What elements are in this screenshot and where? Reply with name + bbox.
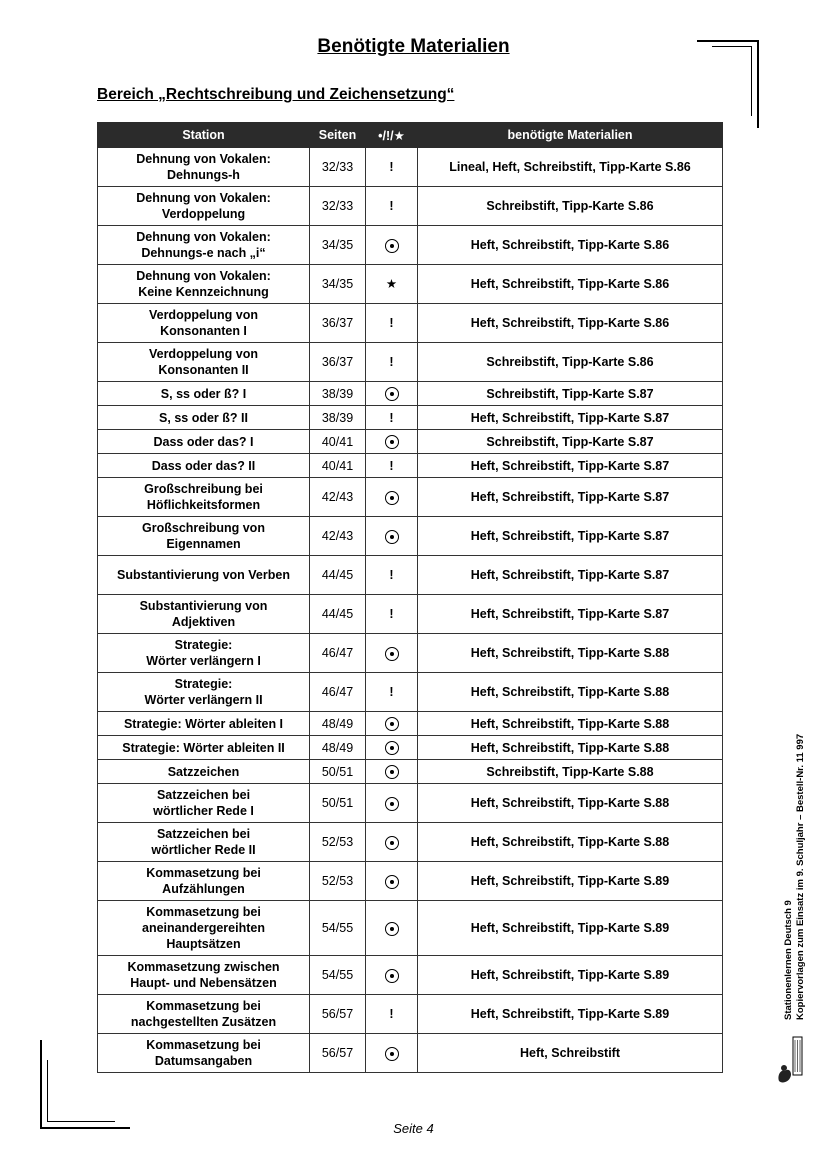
- difficulty-symbol: [366, 712, 418, 736]
- station-name: Satzzeichen bei wörtlicher Rede II: [98, 823, 310, 862]
- materials-list: Lineal, Heft, Schreibstift, Tipp-Karte S.86: [418, 148, 723, 187]
- station-name: Kommasetzung bei aneinandergereihten Hauptsätzen: [98, 901, 310, 956]
- page-range: 46/47: [310, 673, 366, 712]
- materials-list: Heft, Schreibstift, Tipp-Karte S.89: [418, 901, 723, 956]
- station-name: Substantivierung von Verben: [98, 556, 310, 595]
- circled-dot-icon: [385, 797, 399, 811]
- station-name: Dass oder das? II: [98, 454, 310, 478]
- materials-list: Schreibstift, Tipp-Karte S.86: [418, 343, 723, 382]
- page-range: 38/39: [310, 382, 366, 406]
- station-name: Verdoppelung von Konsonanten I: [98, 304, 310, 343]
- circled-dot-icon: [385, 717, 399, 731]
- materials-list: Heft, Schreibstift, Tipp-Karte S.86: [418, 265, 723, 304]
- table-row: [98, 823, 723, 862]
- materials-list: Heft, Schreibstift, Tipp-Karte S.87: [418, 478, 723, 517]
- materials-list: Heft, Schreibstift, Tipp-Karte S.88: [418, 712, 723, 736]
- materials-list: Heft, Schreibstift, Tipp-Karte S.88: [418, 823, 723, 862]
- page-range: 34/35: [310, 226, 366, 265]
- page-range: 56/57: [310, 995, 366, 1034]
- station-name: Strategie: Wörter ableiten II: [98, 736, 310, 760]
- station-name: Strategie: Wörter verlängern II: [98, 673, 310, 712]
- table-row: [98, 382, 723, 406]
- page-range: 54/55: [310, 901, 366, 956]
- page-number: Seite 4: [393, 1121, 434, 1136]
- difficulty-symbol: [366, 430, 418, 454]
- circled-dot-icon: [385, 922, 399, 936]
- table-row: [98, 304, 723, 343]
- section-title: Bereich „Rechtschreibung und Zeichensetzung“: [97, 86, 455, 103]
- difficulty-symbol: [366, 634, 418, 673]
- materials-list: Heft, Schreibstift, Tipp-Karte S.89: [418, 956, 723, 995]
- circled-dot-icon: [385, 765, 399, 779]
- difficulty-symbol: [366, 823, 418, 862]
- table-row: [98, 712, 723, 736]
- materials-list: Heft, Schreibstift, Tipp-Karte S.87: [418, 556, 723, 595]
- table-row: [98, 430, 723, 454]
- materials-list: Schreibstift, Tipp-Karte S.87: [418, 382, 723, 406]
- materials-list: Schreibstift, Tipp-Karte S.88: [418, 760, 723, 784]
- difficulty-symbol: [366, 226, 418, 265]
- circled-dot-icon: [385, 239, 399, 253]
- star-icon: ★: [366, 265, 418, 304]
- exclamation-icon: !: [366, 343, 418, 382]
- publisher-logo-icon: [775, 1035, 805, 1085]
- station-name: Großschreibung bei Höflichkeitsformen: [98, 478, 310, 517]
- page-range: 40/41: [310, 430, 366, 454]
- materials-list: Heft, Schreibstift, Tipp-Karte S.87: [418, 595, 723, 634]
- corner-ornament-bottom-left: [47, 1060, 48, 1122]
- materials-list: Heft, Schreibstift, Tipp-Karte S.86: [418, 304, 723, 343]
- page-range: 40/41: [310, 454, 366, 478]
- exclamation-icon: !: [366, 673, 418, 712]
- table-row: [98, 517, 723, 556]
- exclamation-icon: !: [366, 148, 418, 187]
- materials-list: Heft, Schreibstift, Tipp-Karte S.86: [418, 226, 723, 265]
- table-row: [98, 187, 723, 226]
- exclamation-icon: !: [366, 595, 418, 634]
- difficulty-symbol: [366, 478, 418, 517]
- header-station: Station: [98, 123, 310, 148]
- circled-dot-icon: [385, 969, 399, 983]
- table-row: [98, 1034, 723, 1073]
- difficulty-symbol: [366, 956, 418, 995]
- corner-ornament-bottom-left: [40, 1040, 42, 1129]
- difficulty-symbol: [366, 517, 418, 556]
- table-row: [98, 760, 723, 784]
- difficulty-symbol: [366, 1034, 418, 1073]
- station-name: Dehnung von Vokalen: Keine Kennzeichnung: [98, 265, 310, 304]
- page-range: 36/37: [310, 343, 366, 382]
- exclamation-icon: !: [366, 454, 418, 478]
- difficulty-symbol: [366, 760, 418, 784]
- page-range: 44/45: [310, 556, 366, 595]
- circled-dot-icon: [385, 836, 399, 850]
- difficulty-symbol: [366, 784, 418, 823]
- page-range: 52/53: [310, 823, 366, 862]
- station-name: Substantivierung von Adjektiven: [98, 595, 310, 634]
- table-row: [98, 595, 723, 634]
- table-row: [98, 226, 723, 265]
- page-range: 32/33: [310, 148, 366, 187]
- circled-dot-icon: [385, 530, 399, 544]
- circled-dot-icon: [385, 741, 399, 755]
- table-body: [98, 148, 723, 1073]
- materials-list: Heft, Schreibstift, Tipp-Karte S.88: [418, 736, 723, 760]
- table-row: [98, 406, 723, 430]
- difficulty-symbol: [366, 382, 418, 406]
- table-row: [98, 343, 723, 382]
- page-range: 42/43: [310, 478, 366, 517]
- table-row: [98, 784, 723, 823]
- materials-list: Heft, Schreibstift, Tipp-Karte S.88: [418, 634, 723, 673]
- materials-list: Schreibstift, Tipp-Karte S.86: [418, 187, 723, 226]
- exclamation-icon: !: [366, 304, 418, 343]
- table-row: [98, 862, 723, 901]
- materials-list: Heft, Schreibstift, Tipp-Karte S.88: [418, 784, 723, 823]
- station-name: Kommasetzung bei Datumsangaben: [98, 1034, 310, 1073]
- publisher-side-text: [783, 700, 817, 1020]
- side-text-line-2: Kopiervorlagen zum Einsatz im 9. Schuljahr – Bestell-Nr. 11 997: [794, 733, 806, 1020]
- table-row: [98, 901, 723, 956]
- materials-list: Heft, Schreibstift, Tipp-Karte S.87: [418, 454, 723, 478]
- page-range: 48/49: [310, 736, 366, 760]
- page-range: 50/51: [310, 760, 366, 784]
- table-row: [98, 736, 723, 760]
- page-range: 34/35: [310, 265, 366, 304]
- materials-list: Heft, Schreibstift, Tipp-Karte S.87: [418, 406, 723, 430]
- side-text-line-1: Stationenlernen Deutsch 9: [783, 900, 794, 1020]
- materials-list: Heft, Schreibstift, Tipp-Karte S.87: [418, 517, 723, 556]
- station-name: S, ss oder ß? II: [98, 406, 310, 430]
- exclamation-icon: !: [366, 187, 418, 226]
- circled-dot-icon: [385, 435, 399, 449]
- station-name: Dehnung von Vokalen: Dehnungs-h: [98, 148, 310, 187]
- station-name: Kommasetzung bei nachgestellten Zusätzen: [98, 995, 310, 1034]
- station-name: Dehnung von Vokalen: Verdoppelung: [98, 187, 310, 226]
- table-row: [98, 956, 723, 995]
- circled-dot-icon: [385, 387, 399, 401]
- circled-dot-icon: [385, 1047, 399, 1061]
- page-range: 50/51: [310, 784, 366, 823]
- page-range: 46/47: [310, 634, 366, 673]
- station-name: Dehnung von Vokalen: Dehnungs-e nach „i“: [98, 226, 310, 265]
- station-name: Kommasetzung zwischen Haupt- und Nebensätzen: [98, 956, 310, 995]
- table-row: [98, 673, 723, 712]
- station-name: Satzzeichen: [98, 760, 310, 784]
- materials-list: Heft, Schreibstift, Tipp-Karte S.88: [418, 673, 723, 712]
- page-title: Benötigte Materialien: [317, 36, 510, 57]
- table-header-row: [98, 123, 723, 148]
- station-name: S, ss oder ß? I: [98, 382, 310, 406]
- page-range: 44/45: [310, 595, 366, 634]
- difficulty-symbol: [366, 862, 418, 901]
- difficulty-symbol: [366, 901, 418, 956]
- table-row: [98, 478, 723, 517]
- station-name: Strategie: Wörter ableiten I: [98, 712, 310, 736]
- page-range: 54/55: [310, 956, 366, 995]
- exclamation-icon: !: [366, 995, 418, 1034]
- difficulty-symbol: [366, 736, 418, 760]
- materials-list: Heft, Schreibstift, Tipp-Karte S.89: [418, 862, 723, 901]
- station-name: Strategie: Wörter verlängern I: [98, 634, 310, 673]
- exclamation-icon: !: [366, 406, 418, 430]
- station-name: Verdoppelung von Konsonanten II: [98, 343, 310, 382]
- table-row: [98, 556, 723, 595]
- station-name: Satzzeichen bei wörtlicher Rede I: [98, 784, 310, 823]
- header-pages: Seiten: [310, 123, 366, 148]
- circled-dot-icon: [385, 647, 399, 661]
- table-row: [98, 454, 723, 478]
- table-row: [98, 995, 723, 1034]
- station-name: Großschreibung von Eigennamen: [98, 517, 310, 556]
- station-name: Dass oder das? I: [98, 430, 310, 454]
- materials-list: Schreibstift, Tipp-Karte S.87: [418, 430, 723, 454]
- table-row: [98, 265, 723, 304]
- page-range: 36/37: [310, 304, 366, 343]
- station-name: Kommasetzung bei Aufzählungen: [98, 862, 310, 901]
- materials-table: [97, 122, 723, 1073]
- page-range: 52/53: [310, 862, 366, 901]
- page-range: 32/33: [310, 187, 366, 226]
- circled-dot-icon: [385, 875, 399, 889]
- page-range: 48/49: [310, 712, 366, 736]
- circled-dot-icon: [385, 491, 399, 505]
- header-materials: benötigte Materialien: [418, 123, 723, 148]
- page-range: 42/43: [310, 517, 366, 556]
- page-range: 38/39: [310, 406, 366, 430]
- materials-list: Heft, Schreibstift, Tipp-Karte S.89: [418, 995, 723, 1034]
- table-row: [98, 634, 723, 673]
- page-range: 56/57: [310, 1034, 366, 1073]
- exclamation-icon: !: [366, 556, 418, 595]
- materials-list: Heft, Schreibstift: [418, 1034, 723, 1073]
- header-symbol: •/!/★: [366, 123, 418, 148]
- table-row: [98, 148, 723, 187]
